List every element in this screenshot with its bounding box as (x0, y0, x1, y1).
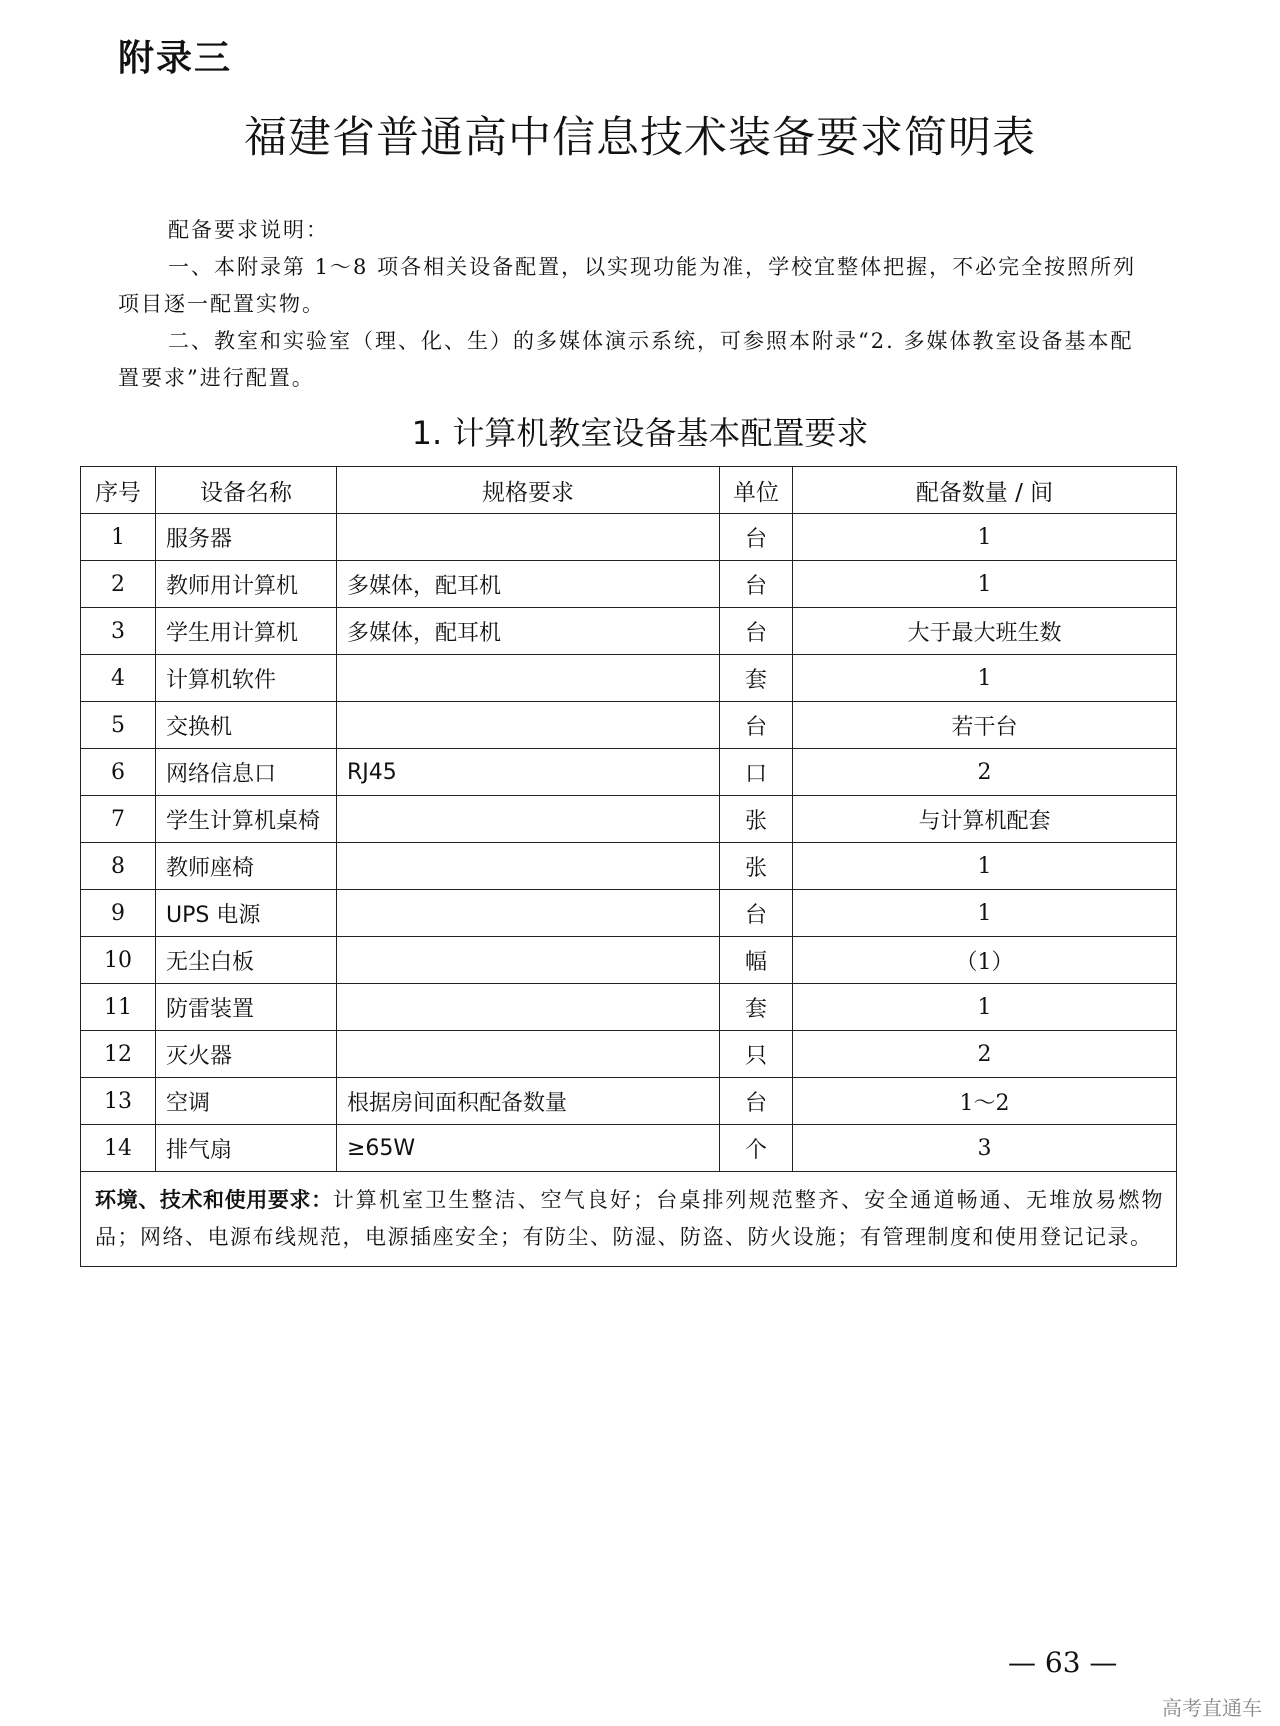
cell-name: 无尘白板 (156, 937, 337, 984)
page-number: — 63 — (1008, 1646, 1118, 1679)
cell-name: 防雷装置 (156, 984, 337, 1031)
cell-no: 14 (81, 1125, 156, 1172)
cell-unit: 套 (720, 655, 793, 702)
cell-no: 10 (81, 937, 156, 984)
cell-spec: 多媒体，配耳机 (337, 561, 720, 608)
cell-qty: （1） (793, 937, 1177, 984)
table-row (81, 890, 1177, 937)
cell-no: 2 (81, 561, 156, 608)
cell-name: 学生计算机桌椅 (156, 796, 337, 843)
header-name: 设备名称 (156, 467, 337, 514)
table-row (81, 1031, 1177, 1078)
cell-no: 13 (81, 1078, 156, 1125)
table-row (81, 1078, 1177, 1125)
cell-no: 4 (81, 655, 156, 702)
cell-spec (337, 796, 720, 843)
header-spec: 规格要求 (337, 467, 720, 514)
cell-unit: 台 (720, 890, 793, 937)
cell-qty: 1 (793, 843, 1177, 890)
table-row (81, 984, 1177, 1031)
cell-no: 3 (81, 608, 156, 655)
cell-qty: 若干台 (793, 702, 1177, 749)
cell-spec: ≥65W (337, 1125, 720, 1172)
cell-spec (337, 937, 720, 984)
cell-name: 学生用计算机 (156, 608, 337, 655)
table-row (81, 843, 1177, 890)
cell-spec (337, 843, 720, 890)
cell-no: 1 (81, 514, 156, 561)
table-row (81, 608, 1177, 655)
document-title: 福建省普通高中信息技术装备要求简明表 (244, 113, 1036, 163)
table-row (81, 937, 1177, 984)
cell-spec (337, 514, 720, 561)
notes-item-1: 一、本附录第 1～8 项各相关设备配置，以实现功能为准，学校宜整体把握，不必完全按照所列项目逐一配置实物。 (118, 255, 1137, 316)
table-row (81, 749, 1177, 796)
cell-qty: 3 (793, 1125, 1177, 1172)
cell-spec (337, 1031, 720, 1078)
cell-unit: 台 (720, 561, 793, 608)
cell-no: 9 (81, 890, 156, 937)
cell-no: 11 (81, 984, 156, 1031)
cell-no: 8 (81, 843, 156, 890)
cell-no: 6 (81, 749, 156, 796)
cell-spec (337, 702, 720, 749)
cell-qty: 1 (793, 514, 1177, 561)
cell-name: 排气扇 (156, 1125, 337, 1172)
cell-unit: 口 (720, 749, 793, 796)
appendix-label: 附录三 (118, 38, 233, 79)
table-row (81, 655, 1177, 702)
cell-name: 服务器 (156, 514, 337, 561)
cell-name: 交换机 (156, 702, 337, 749)
cell-unit: 台 (720, 514, 793, 561)
table-row (81, 702, 1177, 749)
cell-qty: 1～2 (793, 1078, 1177, 1125)
cell-qty: 1 (793, 561, 1177, 608)
cell-unit: 台 (720, 1078, 793, 1125)
cell-unit: 套 (720, 984, 793, 1031)
cell-spec (337, 655, 720, 702)
footer-text: 计算机室卫生整洁、空气良好；台桌排列规范整齐、安全通道畅通、无堆放易燃物品；网络、电源布线规范，电源插座安全；有防尘、防湿、防盗、防火设施；有管理制度和使用登记记录。 (95, 1188, 1165, 1249)
table-row (81, 1125, 1177, 1172)
cell-name: 网络信息口 (156, 749, 337, 796)
cell-qty: 1 (793, 984, 1177, 1031)
cell-spec: RJ45 (337, 749, 720, 796)
cell-spec: 多媒体，配耳机 (337, 608, 720, 655)
cell-unit: 张 (720, 843, 793, 890)
cell-unit: 只 (720, 1031, 793, 1078)
cell-name: 空调 (156, 1078, 337, 1125)
table-row (81, 514, 1177, 561)
cell-unit: 张 (720, 796, 793, 843)
table-header-row (81, 467, 1177, 514)
footer-lead: 环境、技术和使用要求： (95, 1188, 333, 1212)
header-unit: 单位 (720, 467, 793, 514)
cell-spec (337, 984, 720, 1031)
cell-qty: 2 (793, 749, 1177, 796)
cell-no: 7 (81, 796, 156, 843)
table-footer-row (81, 1172, 1177, 1267)
section-title: 1. 计算机教室设备基本配置要求 (411, 414, 869, 452)
notes-heading: 配备要求说明： (168, 218, 329, 242)
cell-unit: 幅 (720, 937, 793, 984)
cell-unit: 台 (720, 702, 793, 749)
cell-name: 计算机软件 (156, 655, 337, 702)
cell-spec: 根据房间面积配备数量 (337, 1078, 720, 1125)
cell-spec (337, 890, 720, 937)
cell-no: 5 (81, 702, 156, 749)
cell-qty: 2 (793, 1031, 1177, 1078)
cell-name: 教师座椅 (156, 843, 337, 890)
requirements-notes (118, 212, 1138, 397)
environment-requirements (81, 1172, 1177, 1267)
cell-unit: 个 (720, 1125, 793, 1172)
cell-unit: 台 (720, 608, 793, 655)
cell-qty: 大于最大班生数 (793, 608, 1177, 655)
table-row (81, 796, 1177, 843)
cell-name: 教师用计算机 (156, 561, 337, 608)
cell-name: UPS 电源 (156, 890, 337, 937)
table-body (81, 514, 1177, 1172)
header-qty: 配备数量 / 间 (793, 467, 1177, 514)
table-row (81, 561, 1177, 608)
cell-qty: 1 (793, 890, 1177, 937)
watermark: 高考直通车 (1162, 1696, 1262, 1720)
cell-qty: 1 (793, 655, 1177, 702)
equipment-table (80, 466, 1177, 1267)
cell-no: 12 (81, 1031, 156, 1078)
cell-name: 灭火器 (156, 1031, 337, 1078)
header-no: 序号 (81, 467, 156, 514)
cell-qty: 与计算机配套 (793, 796, 1177, 843)
notes-item-2: 二、教室和实验室（理、化、生）的多媒体演示系统，可参照本附录“2. 多媒体教室设备基本配置要求”进行配置。 (118, 329, 1134, 390)
